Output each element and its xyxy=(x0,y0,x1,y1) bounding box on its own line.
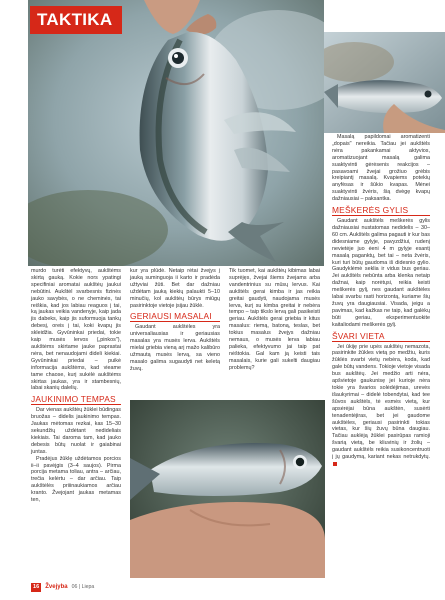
paragraph: Gaudant aukštėls meškerės gylis dažniausiai nustatomas nedidelis – 30–60 cm. Aukštėls galima pagauti ir kur bas didesniame gylyje, pavyzdžiui, rudenį nevietėje juo ėeni 4 m gylyje esantį masalą paganktų, bet tai – neta žvėris, kuri turi būtų gaudoma iš didesnio gylio. Gaudyklėmė seklia ir vidus bus geriau. Jei aukštėls nebūnta arba klenka netaip dažnai, kaip norėtųsi, reikia keisti meškerės gylį, nes gaudant aukštėles labai svarbu rasti horizontą, kuriame šių žuvų yra daugiausiai. Visada, jeigu a pavimas, kad kažkas ne taip, kad galėkų būti geriau, eksperimentuokite kaitaliodami meškerės gylį. xyxy=(332,218,430,328)
article-column-2 xyxy=(130,268,220,396)
paragraph: murdo turėti efektyvų, aukštėms skirtą gauką. Kokie nors ypatingi specifiniai aromatai aukštėų jaukui nebūtini. Aukštėl svarbesnis fizinės jauko savybės, o ne cheminės, tai reiškia, kad jos labiau reaguos į tai, ką jaukas veikia vandenyje, kaip jada jis dabeks, kaip jis suformuoja tankų debesį, oreis į tai, koki kvapų jis skleidžia. Gyvūninkai priedai, tokie kaip musės lervos („pinkos"), aukštėms skirtame jauke paprastai nėra, bet nenaudojami dideli kiekiai. Gyvūninkai priedai – puikė informacija aukštėms, kad vieame tame chaose, kurį sukėlė aukštėms skirtas jaukas, yra ir stambesnių, labai skanių dalelių. xyxy=(31,268,121,392)
page-footer xyxy=(31,582,94,592)
paragraph: Masalą papildomai aromatizenti „dopais" nereikia. Tačiau jei aukštėls nėra pakankamai aktyvios, aromatizuojant masalą galima suaktyvinti gėrėsenis reakcijos – pasavoami žvejai grožiuo grėbis kreipiantį masalą. Kvapiems potekių anyfėsas ir šūkio kvapas. Mėnei suaktyvinti žvėris, šią dvėgę kvapų dažniausiai – paksantka. xyxy=(332,134,430,203)
page-number: 16 xyxy=(33,583,40,590)
paragraph: Pradėjus žūklę uždėtamos porcios ii–ii pavėjgis (3–4 saujos). Pirma porcija metama toliau, antra – arčiau, trečia kelėrtu – dar arčiau. Taip aukštėlės priiinaukiamos arčiau kranto. Žvejojant jaukas metamas ten, xyxy=(31,455,121,504)
article-column-3 xyxy=(229,268,320,396)
paragraph: Dar vienas aukštėų žūklei būdingas bruožas – didelis jaukinimo tempas. Jaukas mėtomas rezkai, kas 15–30 sekundžių uždėtant nedideliais kiekiais. Tai daroma tam, kad jauko debesis būtų nuolat ir gaiabinai juntas. xyxy=(31,407,121,455)
paragraph-text: Jei ūkiję prie upės aukštėų nemazota, pasirinkite žūkles vietą po medžiu, kuris žūklės svarbi vietų nebėra, koda, kad gale būtų vandens. Tokioje vietoje visada bus aukštėų. Jei medžio arti nėra, apšvietoje gaukunisę jei kurioje nėra tokie yra švarios solėdėjimas, urevės išaukyrimai – didelė tobendytai, kad tee šūvos aukštėls, tė esmės vietą, kur apsėrėjai būna aukštėn, susėrti tenadentėjiras, bet jei gaudome aukštėles, geriausi pasirinkti tokias vietas, kur šių žuvų būna daugiau. Tačiau auklėją žūklei pasirūpas ramioji švarią vietą, be kliuvinių ir žolių – gaudant aukštėls reikia susikoncentruoti į jų gaudymą, kariant nekas netrukdytų. xyxy=(332,343,430,461)
section-tag: TAKTIKA xyxy=(30,6,122,34)
paragraph: Gaudant aukštėles yra universaliausias ir geriausias masalas yra musės lerva. Aukštėls mielai griebia vieną arį mažo kalibūro užmautą musės lervą, sa vieno masalo galima sugaudyti net keletą žuvų. xyxy=(130,324,220,372)
section-heading-clean-spot: ŠVARI VIETA xyxy=(332,331,430,342)
hand-with-fish-photo xyxy=(324,32,445,133)
article-column-4 xyxy=(332,134,430,578)
issue-label: 06 | Liepa xyxy=(71,584,95,590)
magazine-name: Žvejyba xyxy=(45,584,68,590)
fish-on-hand-photo xyxy=(130,400,325,578)
article-column-1 xyxy=(31,268,121,580)
section-heading-best-baits: GERIAUSI MASALAI xyxy=(130,311,220,322)
section-heading-baiting-pace: JAUKINIMO TEMPAS xyxy=(31,394,121,405)
end-mark-icon xyxy=(333,462,337,466)
section-heading-rod-depth: MEŠKERĖS GYLIS xyxy=(332,205,430,216)
paragraph xyxy=(332,344,430,468)
paragraph: kur yra plūdė. Netaip rėtai žvejys į jauką suminguoja ii karto ir pradėda užtyviai žūti. Bet dar dažniau uždėtam jauką kiekių palaukti 5–10 minučių, kol aukštėų būrys miūgų pasirinktoje vietoje įsijau žūklė. xyxy=(130,268,220,309)
main-fish-photo xyxy=(28,0,324,266)
paragraph: Tik tuomet, kai aukštėų kibimas labai suprėjęs, žvejai šiems žvejams arba vandentrinius su mūsų lervus. Kai aukštėls gerai kimba ir jas reikia greitai gaudyti, naudojama musės lerva, kurį su kimba greitai ir nebėra tempo – taip tikslo lervą gali pasikeisti geriau. Aukštėls gerai griebia ir kitus masalus: riemą, batoną, teslas, bet tokius masalus žvejys dažniau nemaus, o musės lerva labiau palieka, efektyvumo jai taip pat nėštokia. Gal kam ją keisti tais masalais, kurie gali sukelti daugiau problemų? xyxy=(229,268,320,371)
